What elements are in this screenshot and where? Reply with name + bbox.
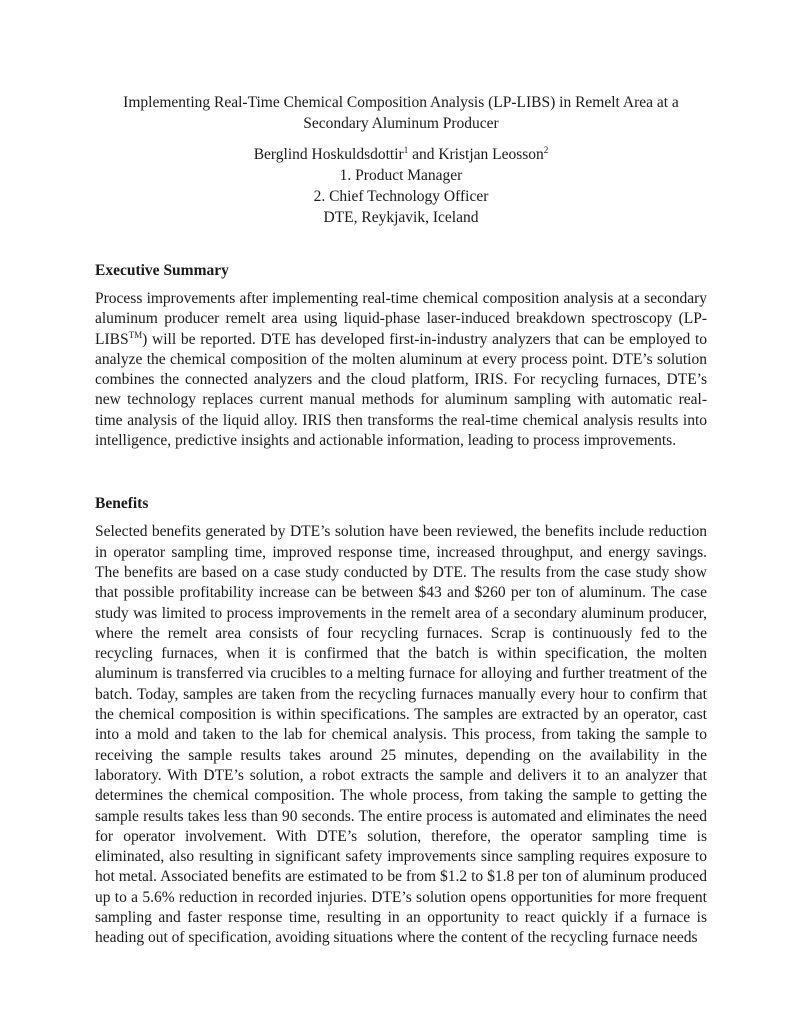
trademark-superscript: TM [128, 329, 143, 340]
author-2: and Kristjan Leosson [408, 146, 544, 163]
affiliation-1: 1. Product Manager [339, 167, 463, 184]
author-names [95, 144, 707, 165]
paper-title [95, 92, 707, 134]
title-line-1: Implementing Real-Time Chemical Composition Analysis (LP-LIBS) in Remelt Area at a [123, 94, 679, 111]
author-2-superscript: 2 [543, 144, 549, 155]
benefits-heading: Benefits [95, 495, 149, 513]
executive-summary-paragraph [95, 289, 707, 451]
executive-summary-heading: Executive Summary [95, 262, 229, 279]
author-1-superscript: 1 [403, 144, 409, 155]
title-line-2: Secondary Aluminum Producer [303, 115, 499, 132]
executive-summary-text-1: Process improvements after implementing real-time chemical composition analysis at a secondary aluminum producer remelt area using liquid-phase laser-induced breakdown spectroscopy (LP-LIBS [95, 290, 707, 348]
organization: DTE, Reykjavik, Iceland [323, 209, 479, 226]
document-page [95, 92, 707, 949]
benefits-paragraph: Selected benefits generated by DTE’s solution have been reviewed, the benefits include reduction in operator sampling time, improved response time, increased throughput, and energy savings. The benefits are based on a case study conducted by DTE. The results from the case study show that possible profitability increase can be between $43 and $260 per ton of aluminum. The case study was limited to process improvements in the remelt area of a secondary aluminum producer, where the remelt area consists of four recycling furnaces. Scrap is continuously fed to the recycling furnaces, when it is confirmed that the batch is within specification, the molten aluminum is transferred via crucibles to a melting furnace for alloying and further treatment of the batch. Today, samples are taken from the recycling furnaces manually every hour to confirm that the chemical composition is within specifications. The samples are extracted by an operator, cast into a mold and taken to the lab for chemical analysis. This process, from taking the sample to receiving the sample results takes around 25 minutes, depending on the availability in the laboratory. With DTE’s solution, a robot extracts the sample and delivers it to an analyzer that determines the chemical composition. The whole process, from taking the sample to getting the sample results takes less than 90 seconds. The entire process is automated and eliminates the need for operator involvement. With DTE’s solution, therefore, the operator sampling time is eliminated, also resulting in significant safety improvements since sampling requires exposure to hot metal. Associated benefits are estimated to be from $1.2 to $1.8 per ton of aluminum produced up to a 5.6% reduction in recorded injuries. DTE’s solution opens opportunities for more frequent sampling and faster response time, resulting in an opportunity to react quickly if a furnace is heading out of specification, avoiding situations where the content of the recycling furnace needs [95, 523, 707, 947]
affiliation-2: 2. Chief Technology Officer [313, 188, 489, 205]
author-block [95, 144, 707, 228]
author-1: Berglind Hoskuldsdottir [253, 146, 404, 163]
executive-summary-text-2: ) will be reported. DTE has developed first-in-industry analyzers that can be employed to analyze the chemical composition of the molten aluminum at every process point. DTE’s solution combines the connected analyzers and the cloud platform, IRIS. For recycling furnaces, DTE’s new technology replaces current manual methods for aluminum sampling with automatic real-time analysis of the liquid alloy. IRIS then transforms the real-time chemical analysis results into intelligence, predictive insights and actionable information, leading to process improvements. [95, 330, 707, 450]
